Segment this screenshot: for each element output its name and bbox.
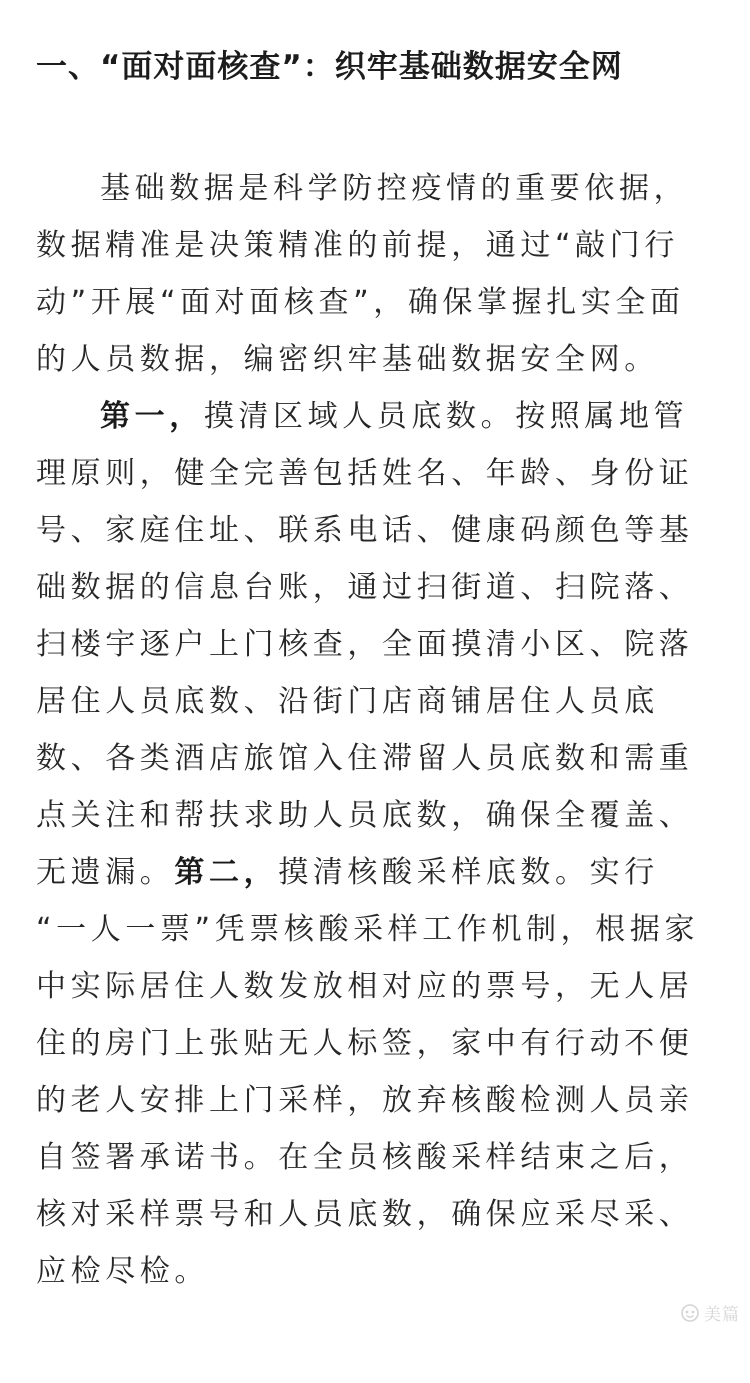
text-line: [36, 844, 716, 901]
text-line: 中实际居住人数发放相对应的票号，无人居: [36, 969, 694, 1004]
text-line: 基础数据是科学防控疫情的重要依据，: [100, 171, 689, 206]
paragraph-1: [36, 160, 716, 388]
text-line: 数据精准是决策精准的前提，通过“敲门行: [36, 228, 679, 263]
text-line: 动”开展“面对面核查”，确保掌握扎实全面: [36, 285, 685, 320]
text-line: 数、各类酒店旅馆入住滞留人员底数和需重: [36, 741, 694, 776]
text-run: 摸清核酸采样底数。实行: [278, 855, 659, 890]
bold-lead: 第一，: [100, 399, 204, 434]
bold-lead: 第二，: [174, 855, 279, 890]
text-line: 自签署承诺书。在全员核酸采样结束之后，: [36, 1140, 694, 1175]
paragraph-2: [36, 388, 716, 1300]
text-line: 础数据的信息台账，通过扫街道、扫院落、: [36, 570, 694, 605]
text-run: 无遗漏。: [36, 855, 175, 890]
text-line: 的老人安排上门采样，放弃核酸检测人员亲: [36, 1083, 694, 1118]
text-line: 理原则，健全完善包括姓名、年龄、身份证: [36, 456, 694, 491]
text-line: 住的房门上张贴无人标签，家中有行动不便: [36, 1026, 694, 1061]
text-line: 核对采样票号和人员底数，确保应采尽采、: [36, 1197, 694, 1232]
text-line: 的人员数据，编密织牢基础数据安全网。: [36, 342, 659, 377]
section-heading: 一、“面对面核查”：织牢基础数据安全网: [36, 49, 623, 85]
text-line: [36, 388, 716, 445]
text-run: 摸清区域人员底数。按照属地管: [203, 399, 689, 434]
text-line: 居住人员底数、沿街门店商铺居住人员底: [36, 684, 659, 719]
text-line: 点关注和帮扶求助人员底数，确保全覆盖、: [36, 798, 694, 833]
text-line: 应检尽检。: [36, 1254, 209, 1289]
text-line: 号、家庭住址、联系电话、健康码颜色等基: [36, 513, 694, 548]
meipian-logo-icon: [680, 1303, 700, 1323]
text-line: 扫楼宇逐户上门核查，全面摸清小区、院落: [36, 627, 694, 662]
watermark-text: 美篇: [704, 1305, 740, 1325]
watermark: [680, 1300, 740, 1325]
text-line: “一人一票”凭票核酸采样工作机制，根据家: [36, 912, 700, 947]
article-body: [36, 160, 716, 1300]
